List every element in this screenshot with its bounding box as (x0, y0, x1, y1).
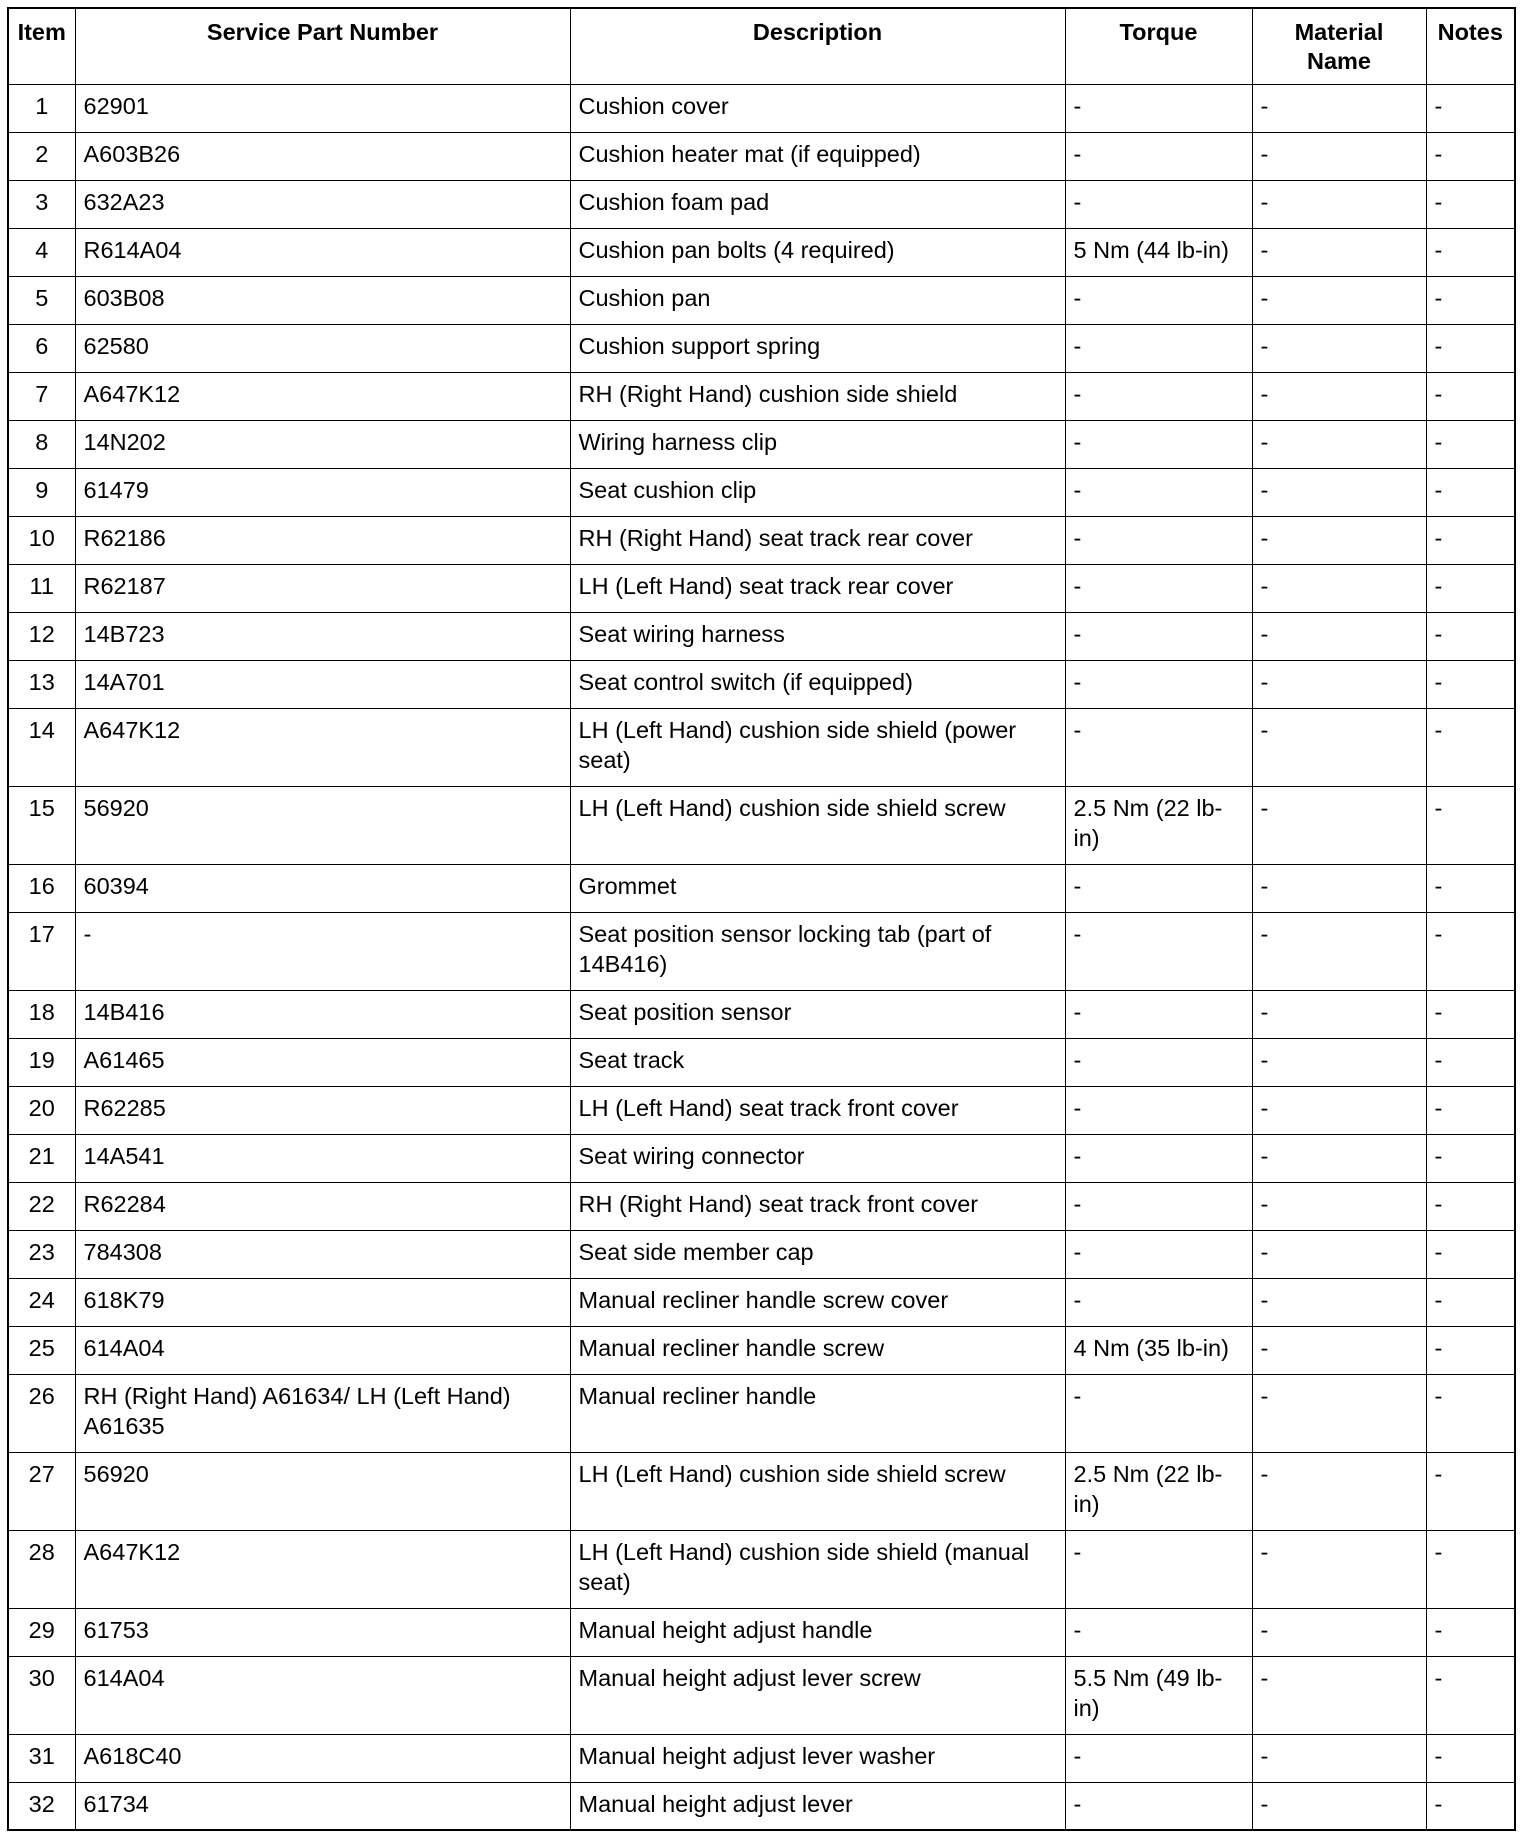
notes-cell: - (1426, 564, 1515, 612)
part-number-cell: 632A23 (75, 180, 570, 228)
description-cell: Grommet (570, 864, 1065, 912)
item-cell: 26 (8, 1374, 75, 1452)
part-number-cell: 614A04 (75, 1326, 570, 1374)
part-number-cell: A647K12 (75, 1530, 570, 1608)
description-cell: Cushion support spring (570, 324, 1065, 372)
table-row (8, 1530, 1515, 1608)
description-cell: Seat position sensor locking tab (part of 14B416) (570, 912, 1065, 990)
part-number-cell: A603B26 (75, 132, 570, 180)
description-cell: LH (Left Hand) cushion side shield screw (570, 1452, 1065, 1530)
part-number-cell: R62186 (75, 516, 570, 564)
notes-cell: - (1426, 372, 1515, 420)
table-row (8, 1038, 1515, 1086)
header-notes: Notes (1426, 8, 1515, 84)
item-cell: 5 (8, 276, 75, 324)
table-row (8, 228, 1515, 276)
header-row (8, 8, 1515, 84)
torque-cell: - (1065, 660, 1252, 708)
part-number-cell: 614A04 (75, 1656, 570, 1734)
description-cell: LH (Left Hand) cushion side shield screw (570, 786, 1065, 864)
torque-cell: - (1065, 1230, 1252, 1278)
material-cell: - (1252, 1230, 1426, 1278)
description-cell: RH (Right Hand) cushion side shield (570, 372, 1065, 420)
material-cell: - (1252, 228, 1426, 276)
notes-cell: - (1426, 132, 1515, 180)
torque-cell: - (1065, 708, 1252, 786)
item-cell: 31 (8, 1734, 75, 1782)
notes-cell: - (1426, 228, 1515, 276)
item-cell: 10 (8, 516, 75, 564)
notes-cell: - (1426, 708, 1515, 786)
torque-cell: - (1065, 1278, 1252, 1326)
description-cell: RH (Right Hand) seat track rear cover (570, 516, 1065, 564)
item-cell: 7 (8, 372, 75, 420)
item-cell: 21 (8, 1134, 75, 1182)
description-cell: LH (Left Hand) cushion side shield (power seat) (570, 708, 1065, 786)
part-number-cell: - (75, 912, 570, 990)
description-cell: Seat wiring harness (570, 612, 1065, 660)
torque-cell: - (1065, 1782, 1252, 1830)
header-material-name: Material Name (1252, 8, 1426, 84)
torque-cell: - (1065, 990, 1252, 1038)
material-cell: - (1252, 132, 1426, 180)
description-cell: Seat side member cap (570, 1230, 1065, 1278)
parts-table (7, 7, 1516, 1831)
material-cell: - (1252, 420, 1426, 468)
part-number-cell: R62187 (75, 564, 570, 612)
notes-cell: - (1426, 516, 1515, 564)
notes-cell: - (1426, 912, 1515, 990)
description-cell: LH (Left Hand) seat track rear cover (570, 564, 1065, 612)
description-cell: Seat position sensor (570, 990, 1065, 1038)
material-cell: - (1252, 1182, 1426, 1230)
notes-cell: - (1426, 1086, 1515, 1134)
table-row (8, 1782, 1515, 1830)
item-cell: 4 (8, 228, 75, 276)
material-cell: - (1252, 1326, 1426, 1374)
table-row (8, 1452, 1515, 1530)
notes-cell: - (1426, 1326, 1515, 1374)
item-cell: 3 (8, 180, 75, 228)
table-row (8, 1134, 1515, 1182)
description-cell: Manual height adjust lever washer (570, 1734, 1065, 1782)
notes-cell: - (1426, 990, 1515, 1038)
torque-cell: 4 Nm (35 lb-in) (1065, 1326, 1252, 1374)
torque-cell: 2.5 Nm (22 lb-in) (1065, 786, 1252, 864)
notes-cell: - (1426, 1230, 1515, 1278)
material-cell: - (1252, 1134, 1426, 1182)
part-number-cell: 14A701 (75, 660, 570, 708)
part-number-cell: 603B08 (75, 276, 570, 324)
description-cell: Cushion pan (570, 276, 1065, 324)
description-cell: Manual height adjust lever screw (570, 1656, 1065, 1734)
part-number-cell: 61734 (75, 1782, 570, 1830)
torque-cell: - (1065, 1038, 1252, 1086)
description-cell: Seat wiring connector (570, 1134, 1065, 1182)
table-row (8, 1086, 1515, 1134)
description-cell: RH (Right Hand) seat track front cover (570, 1182, 1065, 1230)
table-row (8, 612, 1515, 660)
part-number-cell: 61479 (75, 468, 570, 516)
material-cell: - (1252, 1374, 1426, 1452)
notes-cell: - (1426, 1608, 1515, 1656)
description-cell: Cushion foam pad (570, 180, 1065, 228)
material-cell: - (1252, 612, 1426, 660)
table-row (8, 1326, 1515, 1374)
material-cell: - (1252, 990, 1426, 1038)
item-cell: 30 (8, 1656, 75, 1734)
material-cell: - (1252, 468, 1426, 516)
item-cell: 12 (8, 612, 75, 660)
part-number-cell: 56920 (75, 1452, 570, 1530)
table-row (8, 990, 1515, 1038)
header-description: Description (570, 8, 1065, 84)
item-cell: 6 (8, 324, 75, 372)
material-cell: - (1252, 1278, 1426, 1326)
material-cell: - (1252, 1656, 1426, 1734)
item-cell: 29 (8, 1608, 75, 1656)
torque-cell: - (1065, 1734, 1252, 1782)
torque-cell: 5.5 Nm (49 lb-in) (1065, 1656, 1252, 1734)
description-cell: Manual recliner handle (570, 1374, 1065, 1452)
torque-cell: - (1065, 1530, 1252, 1608)
item-cell: 22 (8, 1182, 75, 1230)
material-cell: - (1252, 276, 1426, 324)
description-cell: Cushion pan bolts (4 required) (570, 228, 1065, 276)
item-cell: 17 (8, 912, 75, 990)
item-cell: 16 (8, 864, 75, 912)
description-cell: LH (Left Hand) cushion side shield (manual seat) (570, 1530, 1065, 1608)
part-number-cell: A61465 (75, 1038, 570, 1086)
material-cell: - (1252, 786, 1426, 864)
torque-cell: - (1065, 372, 1252, 420)
torque-cell: - (1065, 420, 1252, 468)
notes-cell: - (1426, 612, 1515, 660)
table-row (8, 372, 1515, 420)
notes-cell: - (1426, 1038, 1515, 1086)
material-cell: - (1252, 864, 1426, 912)
part-number-cell: 14B416 (75, 990, 570, 1038)
notes-cell: - (1426, 84, 1515, 132)
torque-cell: - (1065, 564, 1252, 612)
table-row (8, 708, 1515, 786)
notes-cell: - (1426, 1134, 1515, 1182)
table-row (8, 324, 1515, 372)
description-cell: Seat control switch (if equipped) (570, 660, 1065, 708)
notes-cell: - (1426, 324, 1515, 372)
part-number-cell: 618K79 (75, 1278, 570, 1326)
header-service-part-number: Service Part Number (75, 8, 570, 84)
part-number-cell: 62580 (75, 324, 570, 372)
item-cell: 15 (8, 786, 75, 864)
torque-cell: - (1065, 516, 1252, 564)
part-number-cell: 62901 (75, 84, 570, 132)
notes-cell: - (1426, 180, 1515, 228)
table-row (8, 1656, 1515, 1734)
material-cell: - (1252, 1452, 1426, 1530)
part-number-cell: A618C40 (75, 1734, 570, 1782)
material-cell: - (1252, 708, 1426, 786)
item-cell: 14 (8, 708, 75, 786)
table-body (8, 84, 1515, 1830)
torque-cell: - (1065, 132, 1252, 180)
torque-cell: - (1065, 1182, 1252, 1230)
part-number-cell: 14N202 (75, 420, 570, 468)
item-cell: 8 (8, 420, 75, 468)
table-row (8, 1374, 1515, 1452)
part-number-cell: RH (Right Hand) A61634/ LH (Left Hand) A61635 (75, 1374, 570, 1452)
table-row (8, 786, 1515, 864)
part-number-cell: 784308 (75, 1230, 570, 1278)
material-cell: - (1252, 912, 1426, 990)
description-cell: Seat track (570, 1038, 1065, 1086)
material-cell: - (1252, 1038, 1426, 1086)
table-row (8, 1182, 1515, 1230)
item-cell: 25 (8, 1326, 75, 1374)
torque-cell: - (1065, 1086, 1252, 1134)
table-row (8, 564, 1515, 612)
material-cell: - (1252, 1734, 1426, 1782)
torque-cell: 2.5 Nm (22 lb-in) (1065, 1452, 1252, 1530)
part-number-cell: R62284 (75, 1182, 570, 1230)
part-number-cell: R62285 (75, 1086, 570, 1134)
item-cell: 32 (8, 1782, 75, 1830)
table-row (8, 516, 1515, 564)
item-cell: 27 (8, 1452, 75, 1530)
torque-cell: - (1065, 1608, 1252, 1656)
table-row (8, 84, 1515, 132)
description-cell: Wiring harness clip (570, 420, 1065, 468)
notes-cell: - (1426, 1782, 1515, 1830)
header-torque: Torque (1065, 8, 1252, 84)
table-row (8, 1608, 1515, 1656)
notes-cell: - (1426, 1656, 1515, 1734)
item-cell: 11 (8, 564, 75, 612)
torque-cell: - (1065, 1134, 1252, 1182)
torque-cell: - (1065, 84, 1252, 132)
item-cell: 20 (8, 1086, 75, 1134)
part-number-cell: A647K12 (75, 372, 570, 420)
torque-cell: - (1065, 180, 1252, 228)
part-number-cell: 61753 (75, 1608, 570, 1656)
notes-cell: - (1426, 1452, 1515, 1530)
description-cell: Manual recliner handle screw cover (570, 1278, 1065, 1326)
description-cell: Cushion cover (570, 84, 1065, 132)
material-cell: - (1252, 564, 1426, 612)
description-cell: Cushion heater mat (if equipped) (570, 132, 1065, 180)
part-number-cell: 14B723 (75, 612, 570, 660)
notes-cell: - (1426, 276, 1515, 324)
item-cell: 1 (8, 84, 75, 132)
table-row (8, 660, 1515, 708)
torque-cell: - (1065, 864, 1252, 912)
item-cell: 9 (8, 468, 75, 516)
torque-cell: - (1065, 324, 1252, 372)
notes-cell: - (1426, 468, 1515, 516)
material-cell: - (1252, 324, 1426, 372)
item-cell: 19 (8, 1038, 75, 1086)
item-cell: 23 (8, 1230, 75, 1278)
notes-cell: - (1426, 1734, 1515, 1782)
table-row (8, 1230, 1515, 1278)
part-number-cell: 56920 (75, 786, 570, 864)
table-row (8, 420, 1515, 468)
header-item: Item (8, 8, 75, 84)
torque-cell: 5 Nm (44 lb-in) (1065, 228, 1252, 276)
description-cell: Manual height adjust lever (570, 1782, 1065, 1830)
material-cell: - (1252, 1086, 1426, 1134)
part-number-cell: A647K12 (75, 708, 570, 786)
table-row (8, 276, 1515, 324)
item-cell: 28 (8, 1530, 75, 1608)
part-number-cell: 60394 (75, 864, 570, 912)
part-number-cell: 14A541 (75, 1134, 570, 1182)
torque-cell: - (1065, 612, 1252, 660)
table-row (8, 468, 1515, 516)
notes-cell: - (1426, 864, 1515, 912)
material-cell: - (1252, 1530, 1426, 1608)
item-cell: 18 (8, 990, 75, 1038)
notes-cell: - (1426, 420, 1515, 468)
material-cell: - (1252, 180, 1426, 228)
notes-cell: - (1426, 786, 1515, 864)
material-cell: - (1252, 660, 1426, 708)
table-row (8, 1734, 1515, 1782)
table-header (8, 8, 1515, 84)
notes-cell: - (1426, 1182, 1515, 1230)
description-cell: Seat cushion clip (570, 468, 1065, 516)
notes-cell: - (1426, 1530, 1515, 1608)
table-row (8, 864, 1515, 912)
torque-cell: - (1065, 468, 1252, 516)
table-row (8, 180, 1515, 228)
table-row (8, 132, 1515, 180)
material-cell: - (1252, 516, 1426, 564)
material-cell: - (1252, 372, 1426, 420)
notes-cell: - (1426, 660, 1515, 708)
item-cell: 24 (8, 1278, 75, 1326)
torque-cell: - (1065, 276, 1252, 324)
description-cell: LH (Left Hand) seat track front cover (570, 1086, 1065, 1134)
material-cell: - (1252, 84, 1426, 132)
notes-cell: - (1426, 1374, 1515, 1452)
material-cell: - (1252, 1608, 1426, 1656)
notes-cell: - (1426, 1278, 1515, 1326)
torque-cell: - (1065, 1374, 1252, 1452)
table-row (8, 912, 1515, 990)
description-cell: Manual height adjust handle (570, 1608, 1065, 1656)
part-number-cell: R614A04 (75, 228, 570, 276)
description-cell: Manual recliner handle screw (570, 1326, 1065, 1374)
material-cell: - (1252, 1782, 1426, 1830)
table-row (8, 1278, 1515, 1326)
item-cell: 13 (8, 660, 75, 708)
torque-cell: - (1065, 912, 1252, 990)
item-cell: 2 (8, 132, 75, 180)
